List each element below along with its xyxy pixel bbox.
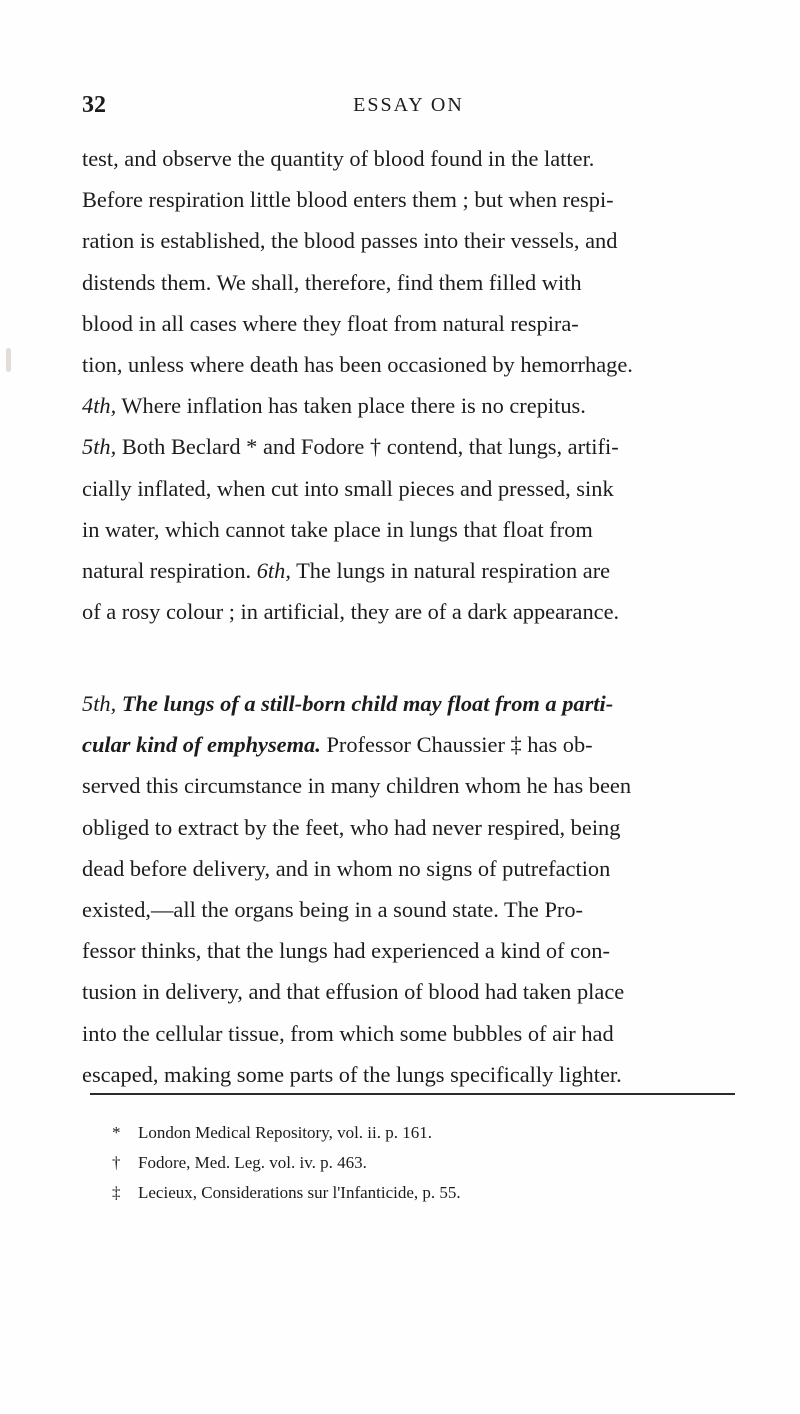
text-line: 5th, Both Beclard * and Fodore † contend, that lungs, artifi- [82,434,619,460]
text-line: obliged to extract by the feet, who had never respired, being [82,814,621,840]
text-line: of a rosy colour ; in artificial, they are of a dark appearance. [82,599,620,625]
footnote-rule [90,1093,735,1095]
paragraph-2 [82,683,735,1095]
footnotes [112,1118,752,1208]
footnote-mark: ‡ [112,1183,121,1202]
text-line: existed,—all the organs being in a sound state. The Pro- [82,897,584,923]
text-line: test, and observe the quantity of blood found in the latter. [82,146,595,171]
text-line: blood in all cases where they float from natural respira- [82,310,579,336]
text-line: dead before delivery, and in whom no signs of putrefaction [82,855,611,881]
text-line: tusion in delivery, and that effusion of blood had taken place [82,979,625,1005]
footnote [112,1178,752,1208]
text-line: fessor thinks, that the lungs had experienced a kind of con- [82,938,610,964]
text-line: in water, which cannot take place in lungs that float from [82,516,593,542]
text-line: 5th, The lungs of a still-born child may float from a parti- [82,691,614,716]
text-line: into the cellular tissue, from which some bubbles of air had [82,1020,614,1046]
running-head: ESSAY ON [353,94,464,116]
text-line: cular kind of emphysema. Professor Chaussier ‡ has ob- [82,732,593,758]
ordinal: 5th, [82,691,117,716]
text-line: natural respiration. 6th, The lungs in natural respiration are [82,558,611,584]
footnote-text: Fodore, Med. Leg. vol. iv. p. 463. [138,1153,367,1172]
page-number: 32 [82,92,106,118]
footnote-mark: * [112,1123,121,1142]
text-line: 4th, Where inflation has taken place there is no crepitus. [82,393,586,419]
ordinal: 4th, [82,393,117,419]
page-header [82,92,735,122]
footnote [112,1118,752,1148]
footnote-mark: † [112,1153,121,1172]
text-line: served this circumstance in many children whom he has been [82,773,632,799]
text-line: ration is established, the blood passes into their vessels, and [82,228,618,254]
ordinal: 5th, [82,434,117,460]
text-line: escaped, making some parts of the lungs specifically lighter. [82,1061,622,1087]
text-line: distends them. We shall, therefore, find them filled with [82,269,582,295]
ordinal: 6th, [256,558,291,584]
text-line: Before respiration little blood enters them ; but when respi- [82,187,614,213]
paragraph-1 [82,138,735,632]
text-line: cially inflated, when cut into small pieces and pressed, sink [82,475,614,501]
footnote-text: Lecieux, Considerations sur l'Infanticide, p. 55. [138,1183,461,1202]
text-line: tion, unless where death has been occasioned by hemorrhage. [82,352,633,378]
footnote [112,1148,752,1178]
footnote-text: London Medical Repository, vol. ii. p. 161. [138,1123,433,1142]
paper-speck [6,348,11,372]
